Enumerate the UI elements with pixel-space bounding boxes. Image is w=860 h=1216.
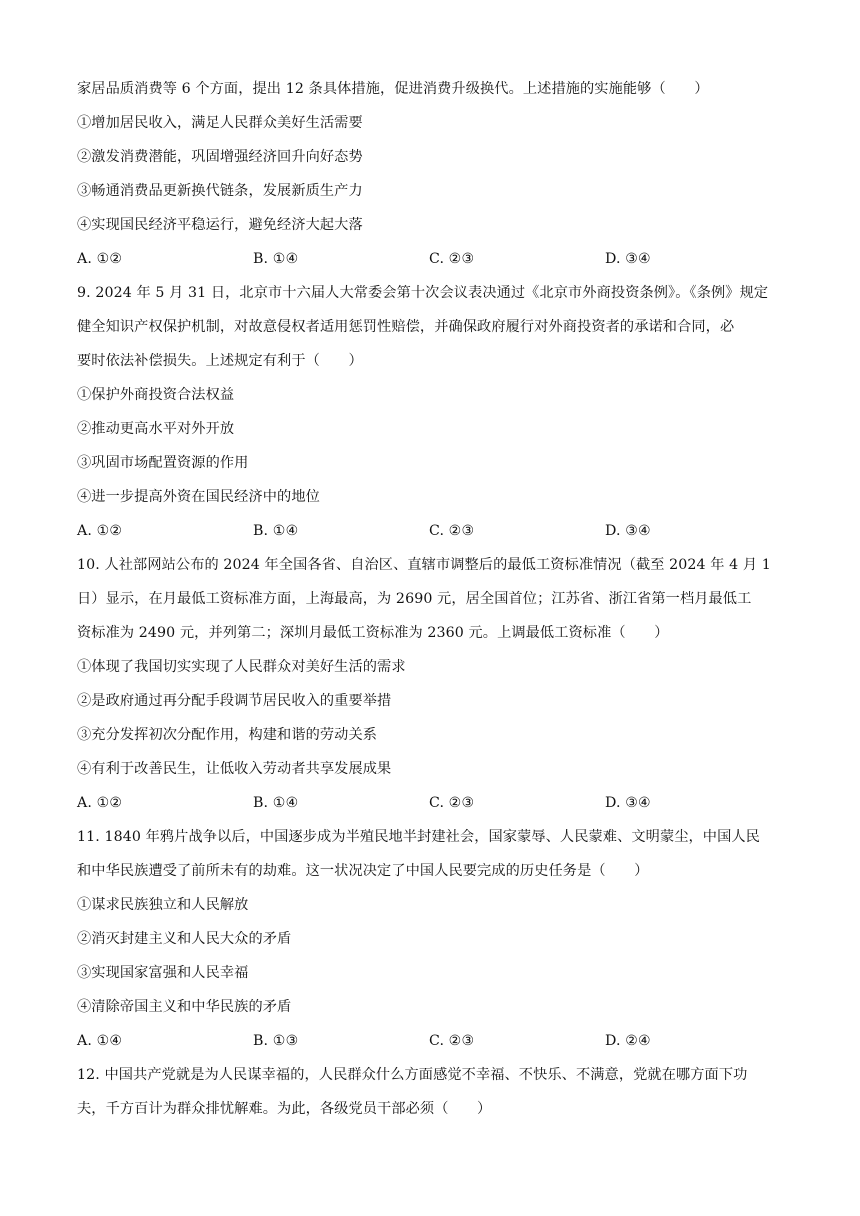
question-11-stem-line-2: 和中华民族遭受了前所未有的劫难。这一状况决定了中国人民要完成的历史任务是（ ） — [77, 863, 649, 879]
question-10 — [77, 548, 789, 820]
question-8-choice-b: B. ①④ — [253, 251, 299, 267]
question-9-option-3: ③巩固市场配置资源的作用 — [77, 455, 249, 471]
question-10-choices — [77, 786, 789, 820]
question-8-choice-d: D. ③④ — [605, 251, 651, 267]
question-8-choice-c: C. ②③ — [429, 251, 475, 267]
question-8-option-2: ②激发消费潜能，巩固增强经济回升向好态势 — [77, 149, 363, 165]
question-8-choices — [77, 242, 789, 276]
question-11-choice-d: D. ②④ — [605, 1033, 651, 1049]
question-10-choice-b: B. ①④ — [253, 795, 299, 811]
question-11-choice-c: C. ②③ — [429, 1033, 475, 1049]
question-9-choices — [77, 514, 789, 548]
question-10-choice-c: C. ②③ — [429, 795, 475, 811]
question-11-option-4: ④清除帝国主义和中华民族的矛盾 — [77, 999, 292, 1015]
question-8-option-1: ①增加居民收入，满足人民群众美好生活需要 — [77, 115, 363, 131]
question-12-stem-line-1: 12. 中国共产党就是为人民谋幸福的，人民群众什么方面感觉不幸福、不快乐、不满意，党就在哪方面下功 — [77, 1067, 748, 1083]
question-9-option-2: ②推动更高水平对外开放 — [77, 421, 235, 437]
question-10-option-1: ①体现了我国切实实现了人民群众对美好生活的需求 — [77, 659, 406, 675]
question-9-stem-line-1: 9. 2024 年 5 月 31 日，北京市十六届人大常委会第十次会议表决通过《北京市外商投资条例》。《条例》规定 — [77, 285, 769, 301]
question-9-choice-d: D. ③④ — [605, 523, 651, 539]
question-11-option-2: ②消灭封建主义和人民大众的矛盾 — [77, 931, 292, 947]
question-10-stem-line-3: 资标准为 2490 元，并列第二；深圳月最低工资标准为 2360 元。上调最低工资标准（ ） — [77, 625, 669, 641]
question-11-choice-b: B. ①③ — [253, 1033, 299, 1049]
question-10-option-3: ③充分发挥初次分配作用，构建和谐的劳动关系 — [77, 727, 378, 743]
question-9-stem-line-3: 要时依法补偿损失。上述规定有利于（ ） — [77, 353, 363, 369]
question-11 — [77, 820, 789, 1058]
question-10-choice-a: A. ①② — [77, 795, 123, 811]
exam-content — [77, 72, 789, 1126]
question-8 — [77, 72, 789, 276]
question-11-choices — [77, 1024, 789, 1058]
question-10-option-4: ④有利于改善民生，让低收入劳动者共享发展成果 — [77, 761, 392, 777]
question-8-option-4: ④实现国民经济平稳运行，避免经济大起大落 — [77, 217, 363, 233]
question-11-choice-a: A. ①④ — [77, 1033, 123, 1049]
question-9 — [77, 276, 789, 548]
question-12-stem-line-2: 夫，千方百计为群众排忧解难。为此，各级党员干部必须（ ） — [77, 1101, 492, 1117]
question-9-option-4: ④进一步提高外资在国民经济中的地位 — [77, 489, 320, 505]
question-9-choice-a: A. ①② — [77, 523, 123, 539]
question-10-stem-line-2: 日）显示，在月最低工资标准方面，上海最高，为 2690 元，居全国首位；江苏省、浙江省第一档月最低工 — [77, 591, 752, 607]
question-8-option-3: ③畅通消费品更新换代链条，发展新质生产力 — [77, 183, 363, 199]
question-10-option-2: ②是政府通过再分配手段调节居民收入的重要举措 — [77, 693, 392, 709]
question-8-choice-a: A. ①② — [77, 251, 123, 267]
question-12 — [77, 1058, 789, 1126]
question-11-option-1: ①谋求民族独立和人民解放 — [77, 897, 249, 913]
question-11-option-3: ③实现国家富强和人民幸福 — [77, 965, 249, 981]
question-11-stem-line-1: 11. 1840 年鸦片战争以后，中国逐步成为半殖民地半封建社会，国家蒙辱、人民蒙难、文明蒙尘，中国人民 — [77, 829, 760, 845]
question-9-choice-b: B. ①④ — [253, 523, 299, 539]
question-8-stem: 家居品质消费等 6 个方面，提出 12 条具体措施，促进消费升级换代。上述措施的实施能够（ ） — [77, 81, 709, 97]
question-10-stem-line-1: 10. 人社部网站公布的 2024 年全国各省、自治区、直辖市调整后的最低工资标准情况（截至 2024 年 4 月 1 — [77, 557, 771, 573]
question-10-choice-d: D. ③④ — [605, 795, 651, 811]
question-9-stem-line-2: 健全知识产权保护机制，对故意侵权者适用惩罚性赔偿，并确保政府履行对外商投资者的承诺和合同，必 — [77, 319, 735, 335]
question-9-option-1: ①保护外商投资合法权益 — [77, 387, 235, 403]
question-9-choice-c: C. ②③ — [429, 523, 475, 539]
